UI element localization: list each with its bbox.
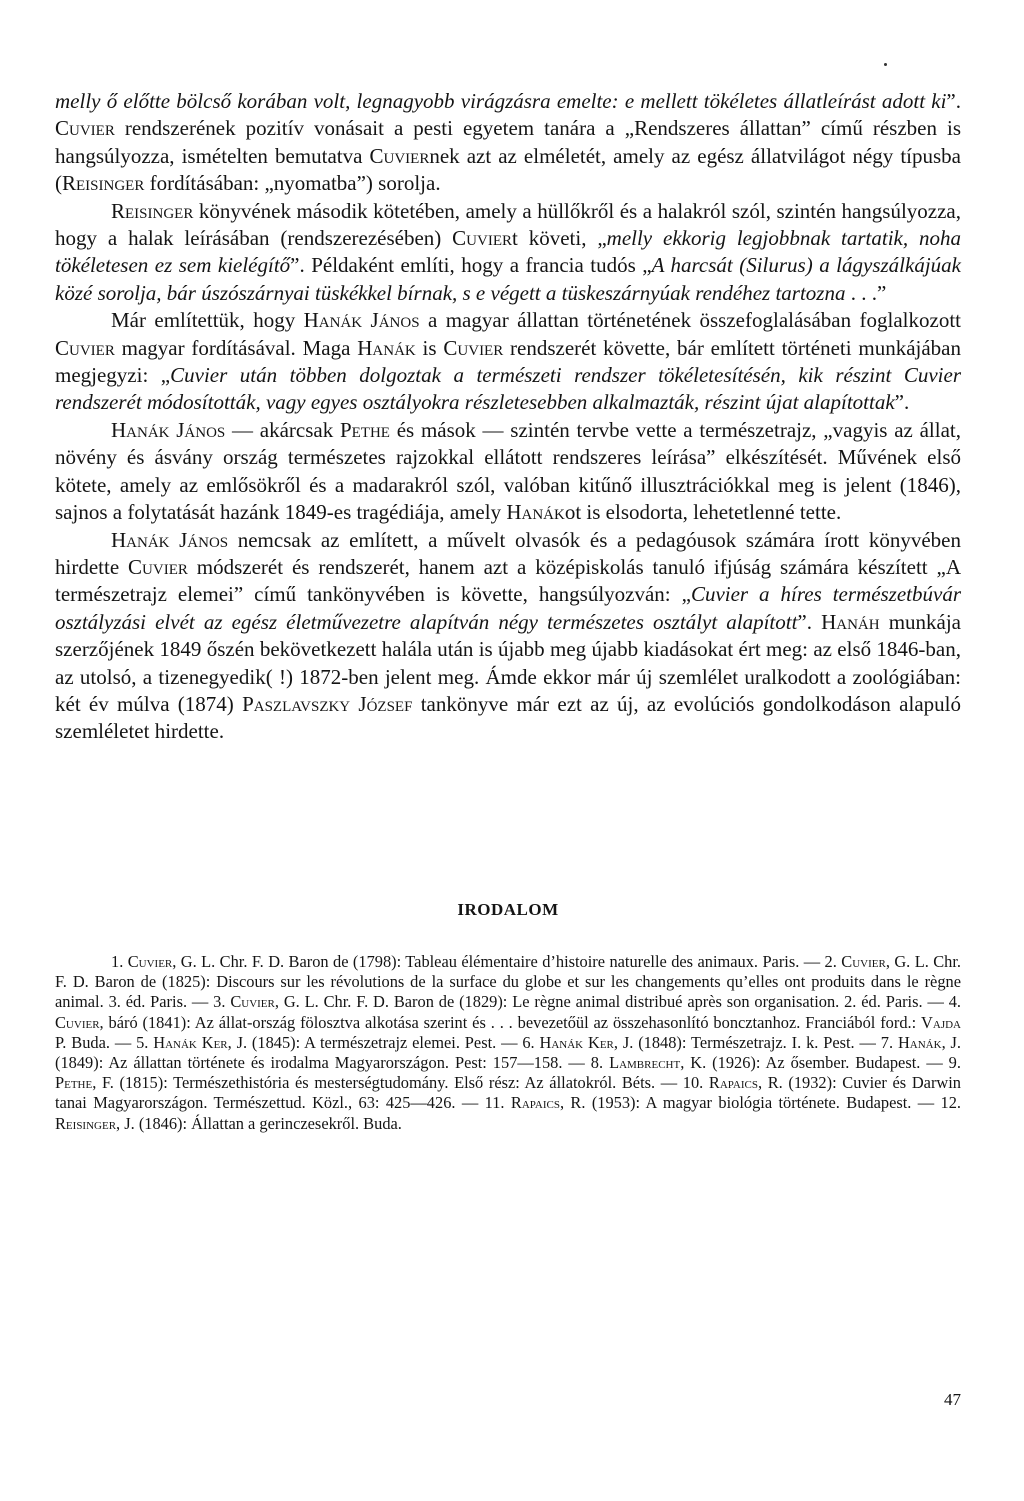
author-name: Hanáh bbox=[821, 609, 880, 634]
text-span: is bbox=[415, 335, 444, 360]
ref-author: Cuvier bbox=[841, 952, 886, 971]
ref-author: Lambrecht bbox=[609, 1053, 681, 1073]
text-span: rendszerének pozitív vonásait a pesti egyetem tanára a „Rendszeres állattan” című részben is hangsúlyozza, ismételten bemutatva bbox=[55, 116, 961, 168]
author-name: Paszlavszky József bbox=[242, 691, 413, 716]
ref-author: Rapaics bbox=[510, 1093, 560, 1113]
author-name: Cuvier bbox=[369, 143, 430, 168]
ref-text: , R. (1932): Cuvier és Darwin tanai Magyarországon. Természettud. Közl., 63: 425—426. — 11. bbox=[55, 1073, 961, 1113]
quote-italic: melly ekkorig legjobbnak tartatik, noha tökéletesen ez sem kielégítő bbox=[55, 226, 961, 278]
author-name: Cuvier bbox=[443, 335, 504, 360]
ref-text: 1. bbox=[111, 952, 128, 971]
author-name: Hanák bbox=[506, 500, 565, 525]
ref-text: , báró (1841): Az állat-ország fölosztva alkotása szerint és . . . bevezetőül az összehasonlító boncztanhoz. Franciából ford.: bbox=[99, 1012, 922, 1032]
ref-author: Rapaics bbox=[708, 1073, 758, 1093]
ref-text: , R. (1953): A magyar biológia története. Budapest. — 12. bbox=[559, 1093, 962, 1113]
text-span: munkája szerzőjének 1849 őszén bekövetkezett halála után is újabb meg újabb kiadásokat ért meg: az első 1846-ban, az utolsó, a tizenegyedik( !) 1872-ben jelent meg. Ámde ekkor már új szemlélet uralkodott a zoológiában: két év múlva (1874) bbox=[55, 609, 961, 716]
paragraph-3 bbox=[55, 307, 961, 417]
ref-author: Cuvier bbox=[127, 952, 173, 971]
author-name: Hanák János bbox=[303, 308, 420, 333]
author-name: Cuvier bbox=[55, 335, 115, 360]
ref-author: Hanák bbox=[897, 1032, 942, 1052]
text-span: és mások — szintén tervbe vette a természetrajz, „vagyis az állat, növény és ásvány ország természetes rajzokkal ellátott rendszeres leírása” elkészítését. Művének első kötete, amely az emlősökről és a madarakról szól, valóban kitűnő illusztrációkkal meg is jelent (1846), sajnos a folytatását hazánk 1849-es tragédiája, amely bbox=[55, 417, 961, 525]
author-name: Hanák János bbox=[111, 417, 226, 442]
ref-text: , G. L. Chr. F. D. Baron de (1798): Tableau élémentaire d’histoire naturelle des animaux. Paris. — 2. bbox=[172, 952, 842, 971]
author-name: Reisinger bbox=[111, 198, 194, 223]
author-name: Hanák János bbox=[111, 527, 229, 552]
ref-author: Reisinger bbox=[55, 1113, 117, 1133]
ref-author: Cuvier bbox=[230, 992, 275, 1012]
ref-text: , J. (1845): A természetrajz elemei. Pest. — 6. bbox=[227, 1032, 540, 1052]
text-span: könyvének második kötetében, amely a hüllőkről és a halakról szól, szintén hangsúlyozza, hogy a halak leírásában (rendszerezésében) bbox=[55, 198, 961, 251]
text-span: . . .” bbox=[845, 280, 887, 305]
ref-author: Hanák Ker bbox=[153, 1032, 228, 1052]
author-name: Hanák bbox=[357, 335, 416, 360]
author-name: Cuvier bbox=[55, 116, 115, 141]
ref-text: , G. L. Chr. F. D. Baron de (1825): Discours sur les révolutions de la surface du globe et sur les changements qu’elles ont produits dans le règne animal. 3. éd. Paris. — 3. bbox=[55, 952, 961, 1012]
text-span: Már említettük, hogy bbox=[111, 308, 304, 333]
text-span: ot is elsodorta, lehetetlenné tette. bbox=[564, 500, 842, 525]
ref-text: , J. (1846): Állattan a gerinczesekről. Buda. bbox=[116, 1113, 402, 1133]
author-name: Reisinger bbox=[62, 171, 145, 196]
text-span: t követi, „ bbox=[512, 226, 607, 251]
ref-text: , F. (1815): Természethistória és mesterségtudomány. Első rész: Az állatokról. Béts. — 10. bbox=[92, 1073, 709, 1093]
author-name: Cuvier bbox=[128, 554, 188, 579]
text-span: nek azt az elméletét, amely az egész állatvilágot négy típusba ( bbox=[55, 143, 961, 196]
text-span: magyar fordításával. Maga bbox=[114, 335, 358, 360]
quote-italic: A harcsát (Silurus) a lágyszálkájúak közé sorolja, bár úszószárnyai tüskékkel bírnak, s e végett a tüskeszárnyúak rendéhez tartozna bbox=[55, 253, 961, 305]
ref-text: , J. (1849): Az állattan története és irodalma Magyarországon. Pest: 157—158. — 8. bbox=[55, 1032, 962, 1073]
quote-italic: melly ő előtte bölcső korában volt, legnagyobb virágzásra emelte: e mellett tökéletes állatleírást adott ki bbox=[55, 89, 947, 113]
text-span: rendszerét követte, bár említett történeti munkájában megjegyzi: „ bbox=[55, 335, 961, 388]
ref-text: , G. L. Chr. F. D. Baron de (1829): Le règne animal distribué après son organisation. 2. éd. Paris. — 4. bbox=[274, 992, 961, 1012]
references-list bbox=[55, 952, 961, 1134]
page-number: 47 bbox=[944, 1390, 961, 1409]
text-span: fordításában: „nyomatba”) sorolja. bbox=[144, 171, 441, 196]
text-span: ”. bbox=[894, 390, 910, 415]
page-body bbox=[55, 88, 962, 1133]
text-span: tankönyve már ezt az új, az evolúciós gondolkodáson alapuló szemléletet hirdette. bbox=[55, 691, 961, 744]
paragraph-1 bbox=[55, 88, 961, 198]
ref-author: Cuvier bbox=[55, 1012, 100, 1032]
text-span: ”. bbox=[797, 609, 822, 634]
text-span: a magyar állattan történetének összefoglalásában foglalkozott bbox=[419, 308, 961, 333]
ref-text: P. Buda. — 5. bbox=[55, 1032, 154, 1052]
quote-italic: Cuvier a híres természetbúvár osztályzási elvét az egész életművezetre alapítván négy természetes osztályt alapított bbox=[55, 582, 962, 634]
author-name: Cuvier bbox=[452, 226, 513, 251]
stray-mark bbox=[884, 63, 887, 66]
references-heading: IRODALOM bbox=[457, 900, 559, 919]
quote-italic: Cuvier után többen dolgoztak a természeti rendszer tökéletesítésén, kik részint Cuvier rendszerét módosították, vagy egyes osztályokra részletesebben alkalmazták, részint újat alapítottak bbox=[55, 363, 961, 415]
text-span: módszerét és rendszerét, hanem azt a középiskolás tanuló ifjúság számára készített „A természetrajz elemei” című tankönyvében is követte, hangsúlyozván: „ bbox=[55, 554, 962, 607]
paragraph-5 bbox=[55, 527, 961, 746]
ref-text: , K. (1926): Az ősember. Budapest. — 9. bbox=[680, 1053, 961, 1073]
author-name: Pethe bbox=[339, 417, 390, 442]
text-span: ”. Példaként említi, hogy a francia tudós „ bbox=[290, 253, 652, 278]
ref-author: Pethe bbox=[55, 1073, 93, 1093]
paragraph-2 bbox=[55, 198, 961, 308]
text-span: — akárcsak bbox=[225, 417, 340, 442]
ref-author: Hanák Ker bbox=[539, 1032, 614, 1052]
paragraph-4 bbox=[55, 417, 961, 527]
text-span: ”. bbox=[946, 89, 961, 113]
ref-text: , J. (1848): Természetrajz. I. k. Pest. — 7. bbox=[613, 1032, 898, 1052]
ref-author: Vajda bbox=[921, 1012, 961, 1032]
text-span: nemcsak az említett, a művelt olvasók és a pedagóusok számára írott könyvében hirdette bbox=[55, 527, 961, 579]
